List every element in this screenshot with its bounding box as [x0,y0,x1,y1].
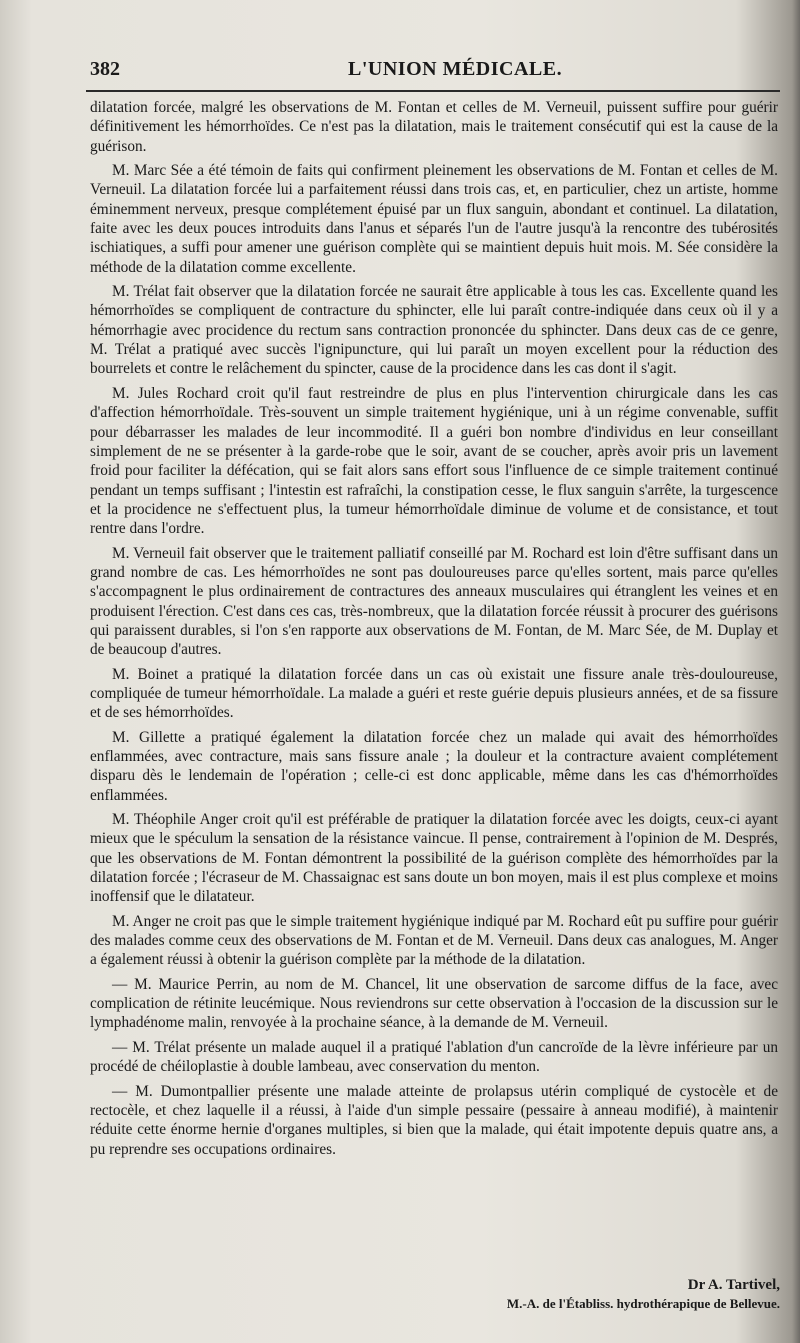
running-title: L'UNION MÉDICALE. [348,58,563,80]
paragraph-11: — M. Trélat présente un malade auquel il a pratiqué l'ablation d'un cancroïde de la lèvre inférieure par un procédé de chéiloplastie à double lambeau, avec conservation du menton. [90,1038,778,1076]
paragraph-10: — M. Maurice Perrin, au nom de M. Chancel, lit une observation de sarcome diffus de la face, avec complication de rétinite leucémique. Nous reviendrons sur cette observation à l'occasion de la discussion sur le lymphadénome malin, renvoyée à la prochaine séance, à la demande de M. Verneuil. [90,975,778,1032]
paragraph-3: M. Trélat fait observer que la dilatation forcée ne saurait être applicable à tous les cas. Excellente quand les hémorrhoïdes se compliquent de contracture du sphincter, elle lui paraît contre-indiquée dans ceux où il y a hémorrhagie avec procidence du rectum sans contraction prononcée du sphincter. Dans deux cas de ce genre, M. Trélat a pratiqué avec succès l'ignipuncture, qui lui paraît un moyen excellent pour la réduction des bourrelets et contre le relâchement du spincter, cause de la procidence dans les cas dont il s'agit. [90,283,778,378]
signature-name: Dr A. Tartivel, [687,1277,780,1293]
article-body [90,98,778,1159]
paragraph-9: M. Anger ne croit pas que le simple traitement hygiénique indiqué par M. Rochard eût pu suffire pour guérir des malades comme ceux des observations de M. Fontan et de M. Verneuil. Dans deux cas analogues, M. Anger a également réussi à obtenir la guérison complète par la méthode de la dilatation. [90,912,778,969]
paragraph-8: M. Théophile Anger croit qu'il est préférable de pratiquer la dilatation forcée avec les doigts, ceux-ci ayant mieux que le spéculum la sensation de la résistance vaincue. Il pense, contrairement à l'opinion de M. Després, que les observations de M. Fontan démontrent la possibilité de la guérison complète des hémorrhoïdes par la dilatation forcée ; l'écraseur de M. Chassaignac est sans doute un bon moyen, mais il est plus complexe et moins inoffensif que le dilatateur. [90,811,778,906]
signature-title: M.-A. de l'Établiss. hydrothérapique de Bellevue. [506,1296,780,1311]
page-header [90,58,780,92]
page-number: 382 [90,58,120,80]
header-rule [86,90,780,92]
paragraph-2: M. Marc Sée a été témoin de faits qui confirment pleinement les observations de M. Fontan et celles de M. Verneuil. La dilatation forcée lui a parfaitement réussi dans trois cas, et, en particulier, chez un artiste, homme éminemment nerveux, presque complétement épuisé par un flux sanguin, abondant et continuel. La dilatation, faite avec les deux pouces introduits dans l'anus et séparés l'un de l'autre jusqu'à la rencontre des tubérosités ischiatiques, a suffi pour amener une guérison complète qui se maintient depuis huit mois. M. Sée considère la méthode de la dilatation comme excellente. [90,162,778,276]
paragraph-1: dilatation forcée, malgré les observations de M. Fontan et celles de M. Verneuil, puissent suffire pour guérir définitivement les hémorrhoïdes. Ce n'est pas la dilatation, mais le traitement consécutif qui est la cause de la guérison. [90,99,778,155]
paragraph-5: M. Verneuil fait observer que le traitement palliatif conseillé par M. Rochard est loin d'être suffisant dans un grand nombre de cas. Les hémorrhoïdes ne sont pas douloureuses parce qu'elles sortent, mais parce qu'elles s'accompagnent le plus ordinairement de contractures des anneaux musculaires qui étranglent les veines et en produisent l'érection. C'est dans ces cas, très-nombreux, que la dilatation forcée réussit à procurer des guérisons qui paraissent durables, si l'on s'en rapporte aux observations de M. Fontan, de M. Marc Sée, de M. Duplay et de beaucoup d'autres. [90,544,778,659]
paragraph-4: M. Jules Rochard croit qu'il faut restreindre de plus en plus l'intervention chirurgicale dans les cas d'affection hémorrhoïdale. Très-souvent un simple traitement hygiénique, uni à un régime convenable, suffit pour débarrasser les malades de leur incommodité. Il a guéri bon nombre d'individus en leur conseillant simplement de ne se présenter à la garde-robe que le soir, avant de se coucher, après avoir pris un lavement froid pour faciliter la défécation, qui se fait alors sans effort sous l'influence de ce simple traitement continué pendant un temps suffisant ; l'intestin est rafraîchi, la constipation cesse, le flux sanguin s'arrête, la turgescence et la procidence ne s'effectuent plus, la tumeur hémorrhoïdale diminue de volume et de consistance, et tout rentre dans l'ordre. [90,384,778,538]
paragraph-7: M. Gillette a pratiqué également la dilatation forcée chez un malade qui avait des hémorrhoïdes enflammées, avec contracture, mais sans fissure anale ; la douleur et la contracture avaient complétement disparu dès le lendemain de l'opération ; celle-ci est donc applicable, même dans les cas d'hémorrhoïdes enflammées. [90,728,778,804]
paragraph-6: M. Boinet a pratiqué la dilatation forcée dans un cas où existait une fissure anale très-douloureuse, compliquée de tumeur hémorrhoïdale. La malade a guéri et reste guérie depuis plusieurs années, et de sa fissure et de ses hémorrhoïdes. [90,665,778,722]
paragraph-12: — M. Dumontpallier présente une malade atteinte de prolapsus utérin compliqué de cystocèle et de rectocèle, et chez laquelle il a réussi, à l'aide d'un simple pessaire (pessaire à anneau modifié), à maintenir réduite cette énorme hernie d'organes multiples, si bien que la malade, qui était impotente depuis quatre ans, a pu reprendre ses occupations ordinaires. [90,1082,778,1158]
